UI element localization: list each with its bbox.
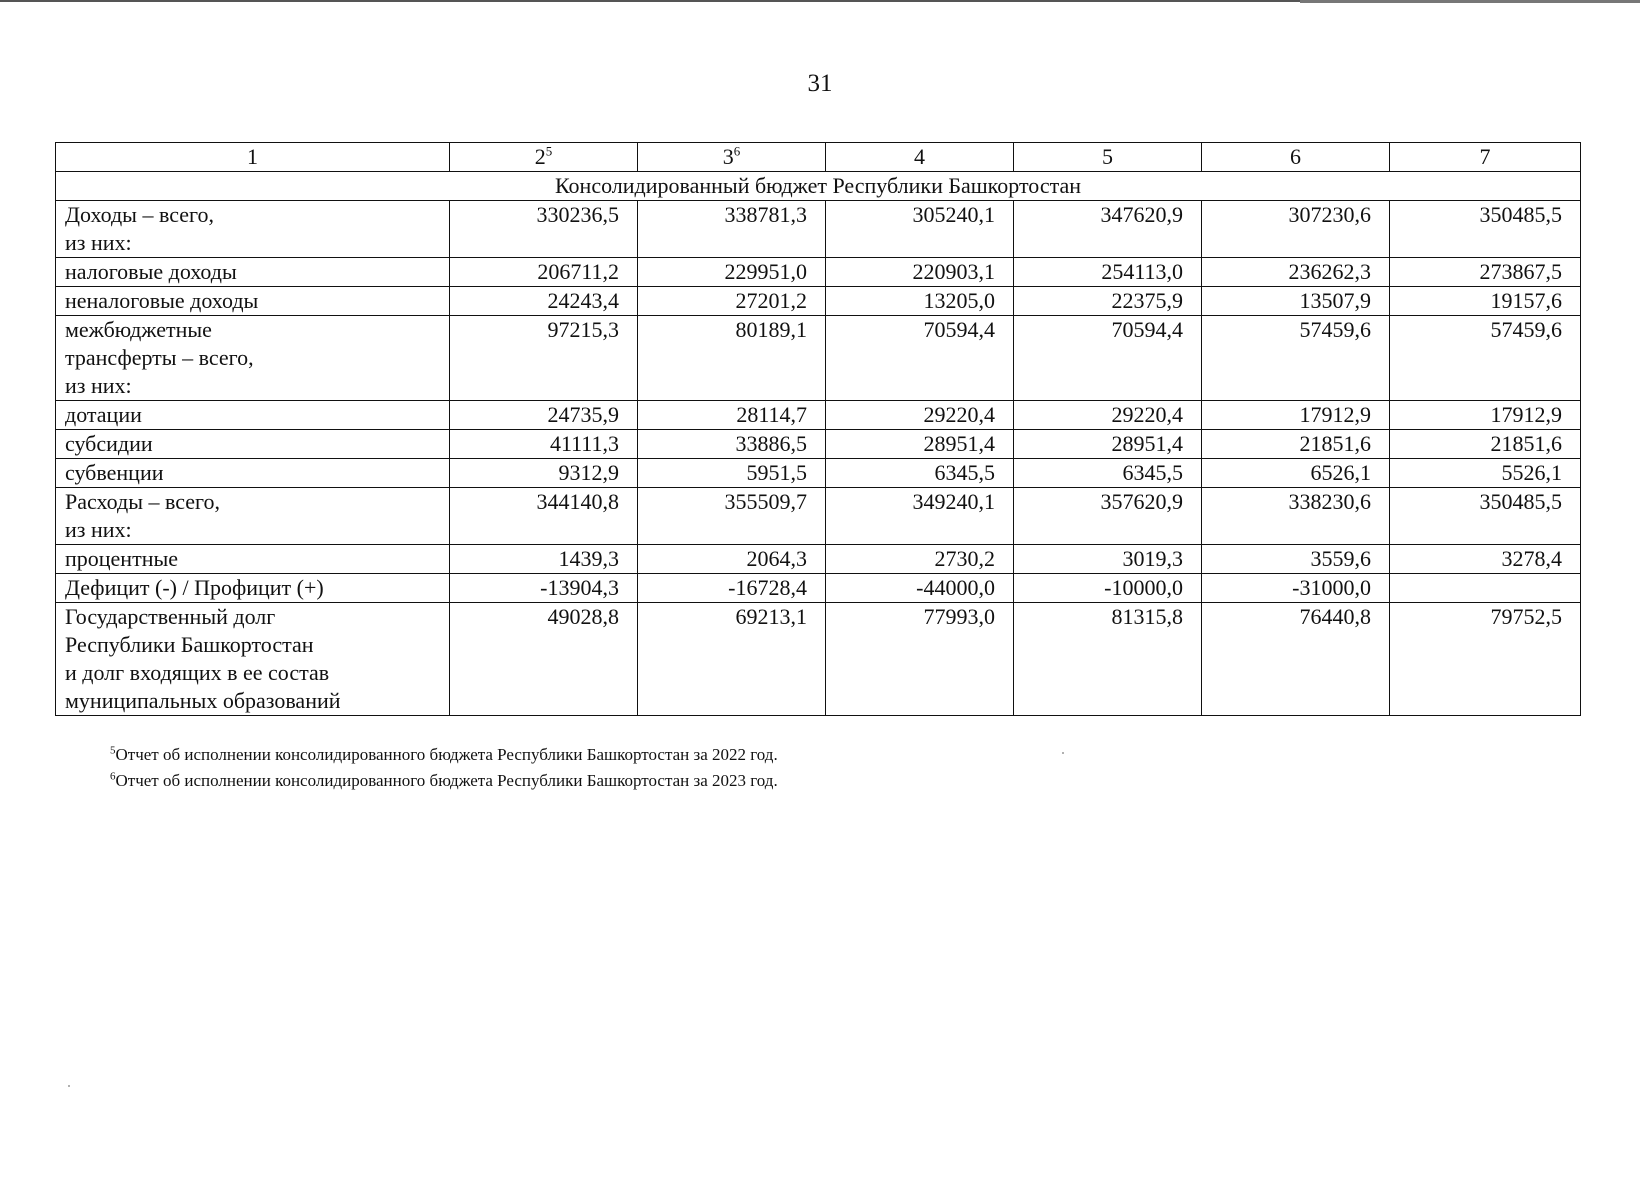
value-cell: 27201,2: [638, 287, 826, 316]
row-label: [56, 287, 450, 316]
value-cell: 57459,6: [1202, 316, 1390, 401]
column-number-row: [56, 143, 1581, 172]
value-cell: 5951,5: [638, 459, 826, 488]
row-label-line: из них:: [65, 517, 132, 542]
value-cell: 69213,1: [638, 603, 826, 716]
value-cell: 229951,0: [638, 258, 826, 287]
value-cell: 77993,0: [826, 603, 1014, 716]
column-number-text: 4: [914, 144, 925, 169]
value-cell: 273867,5: [1390, 258, 1581, 287]
row-label-line: налоговые доходы: [65, 259, 237, 284]
value-cell: 70594,4: [826, 316, 1014, 401]
row-label-line: субсидии: [65, 431, 153, 456]
row-label-line: из них:: [65, 230, 132, 255]
value-cell: -16728,4: [638, 574, 826, 603]
value-cell: -44000,0: [826, 574, 1014, 603]
value-cell: 22375,9: [1014, 287, 1202, 316]
value-cell: 17912,9: [1202, 401, 1390, 430]
value-cell: 70594,4: [1014, 316, 1202, 401]
value-cell: 305240,1: [826, 201, 1014, 258]
value-cell: 355509,7: [638, 488, 826, 545]
budget-table: [55, 142, 1581, 716]
value-cell: 24243,4: [450, 287, 638, 316]
value-cell: 236262,3: [1202, 258, 1390, 287]
value-cell: 29220,4: [826, 401, 1014, 430]
value-cell: 3278,4: [1390, 545, 1581, 574]
value-cell: 28114,7: [638, 401, 826, 430]
table-row: [56, 603, 1581, 716]
value-cell: [1390, 574, 1581, 603]
table-row: [56, 316, 1581, 401]
value-cell: 206711,2: [450, 258, 638, 287]
row-label: [56, 574, 450, 603]
value-cell: 254113,0: [1014, 258, 1202, 287]
page-number: 31: [807, 70, 833, 97]
row-label-line: Доходы – всего,: [65, 202, 214, 227]
row-label-line: дотации: [65, 402, 142, 427]
value-cell: 33886,5: [638, 430, 826, 459]
row-label-line: межбюджетные: [65, 317, 212, 342]
column-number-6: [1202, 143, 1390, 172]
value-cell: -10000,0: [1014, 574, 1202, 603]
value-cell: 350485,5: [1390, 201, 1581, 258]
table-row: [56, 287, 1581, 316]
value-cell: 347620,9: [1014, 201, 1202, 258]
value-cell: 2730,2: [826, 545, 1014, 574]
value-cell: 5526,1: [1390, 459, 1581, 488]
value-cell: 9312,9: [450, 459, 638, 488]
column-number-text: 3: [722, 144, 734, 169]
column-number-text: 5: [1102, 144, 1113, 169]
value-cell: 2064,3: [638, 545, 826, 574]
value-cell: 350485,5: [1390, 488, 1581, 545]
column-number-4: [826, 143, 1014, 172]
row-label: [56, 545, 450, 574]
value-cell: 13205,0: [826, 287, 1014, 316]
value-cell: 3019,3: [1014, 545, 1202, 574]
table-row: [56, 258, 1581, 287]
footnote-text: Отчет об исполнении консолидированного бюджета Республики Башкортостан за 2023 год.: [115, 771, 778, 790]
value-cell: 81315,8: [1014, 603, 1202, 716]
value-cell: 57459,6: [1390, 316, 1581, 401]
value-cell: 21851,6: [1390, 430, 1581, 459]
value-cell: 220903,1: [826, 258, 1014, 287]
value-cell: 307230,6: [1202, 201, 1390, 258]
footnote-mark: 5: [110, 744, 116, 757]
footnote-marker: 6: [733, 143, 741, 159]
footnote-marker: 5: [545, 143, 553, 159]
table-row: [56, 201, 1581, 258]
table-row: [56, 430, 1581, 459]
row-label-line: Дефицит (-) / Профицит (+): [65, 575, 324, 600]
row-label: [56, 488, 450, 545]
value-cell: 80189,1: [638, 316, 826, 401]
value-cell: 41111,3: [450, 430, 638, 459]
value-cell: 79752,5: [1390, 603, 1581, 716]
value-cell: 338230,6: [1202, 488, 1390, 545]
row-label: [56, 430, 450, 459]
value-cell: 21851,6: [1202, 430, 1390, 459]
row-label-line: из них:: [65, 373, 132, 398]
row-label: [56, 401, 450, 430]
table-row: [56, 574, 1581, 603]
column-number-text: 2: [534, 144, 546, 169]
row-label-line: Республики Башкортостан: [65, 632, 314, 657]
row-label-line: муниципальных образований: [65, 688, 341, 713]
row-label: [56, 459, 450, 488]
row-label: [56, 201, 450, 258]
value-cell: -13904,3: [450, 574, 638, 603]
value-cell: 6345,5: [826, 459, 1014, 488]
row-label-line: Государственный долг: [65, 604, 276, 629]
section-title-row: [56, 172, 1581, 201]
row-label-line: неналоговые доходы: [65, 288, 259, 313]
table-row: [56, 459, 1581, 488]
column-number-2: [450, 143, 638, 172]
table-row: [56, 401, 1581, 430]
value-cell: 19157,6: [1390, 287, 1581, 316]
value-cell: 13507,9: [1202, 287, 1390, 316]
value-cell: 6526,1: [1202, 459, 1390, 488]
table-row: [56, 545, 1581, 574]
value-cell: 76440,8: [1202, 603, 1390, 716]
column-number-text: 1: [247, 144, 258, 169]
value-cell: 349240,1: [826, 488, 1014, 545]
value-cell: 344140,8: [450, 488, 638, 545]
row-label-line: и долг входящих в ее состав: [65, 660, 330, 685]
row-label: [56, 316, 450, 401]
column-number-text: 6: [1290, 144, 1301, 169]
value-cell: 28951,4: [826, 430, 1014, 459]
row-label-line: процентные: [65, 546, 179, 571]
section-title: Консолидированный бюджет Республики Башкортостан: [56, 172, 1581, 201]
row-label-line: Расходы – всего,: [65, 489, 221, 514]
value-cell: 49028,8: [450, 603, 638, 716]
column-number-5: [1014, 143, 1202, 172]
value-cell: 28951,4: [1014, 430, 1202, 459]
value-cell: 338781,3: [638, 201, 826, 258]
value-cell: 1439,3: [450, 545, 638, 574]
column-number-3: [638, 143, 826, 172]
budget-table-container: [55, 142, 1580, 716]
footnote: [110, 742, 778, 768]
value-cell: 97215,3: [450, 316, 638, 401]
row-label: [56, 603, 450, 716]
scan-speck: [68, 1085, 70, 1087]
footnote-text: Отчет об исполнении консолидированного бюджета Республики Башкортостан за 2022 год.: [115, 745, 778, 764]
value-cell: 6345,5: [1014, 459, 1202, 488]
column-number-text: 7: [1479, 144, 1491, 169]
value-cell: 24735,9: [450, 401, 638, 430]
column-number-1: [56, 143, 450, 172]
value-cell: 3559,6: [1202, 545, 1390, 574]
value-cell: 17912,9: [1390, 401, 1581, 430]
value-cell: -31000,0: [1202, 574, 1390, 603]
footnotes: [110, 742, 778, 794]
row-label-line: трансферты – всего,: [65, 345, 254, 370]
value-cell: 357620,9: [1014, 488, 1202, 545]
scan-speck: [1062, 752, 1064, 754]
scan-top-edge-shadow: [1300, 0, 1640, 3]
value-cell: 29220,4: [1014, 401, 1202, 430]
footnote-mark: 6: [110, 770, 116, 783]
column-number-7: [1390, 143, 1581, 172]
row-label-line: субвенции: [65, 460, 164, 485]
row-label: [56, 258, 450, 287]
value-cell: 330236,5: [450, 201, 638, 258]
footnote: [110, 768, 778, 794]
table-row: [56, 488, 1581, 545]
